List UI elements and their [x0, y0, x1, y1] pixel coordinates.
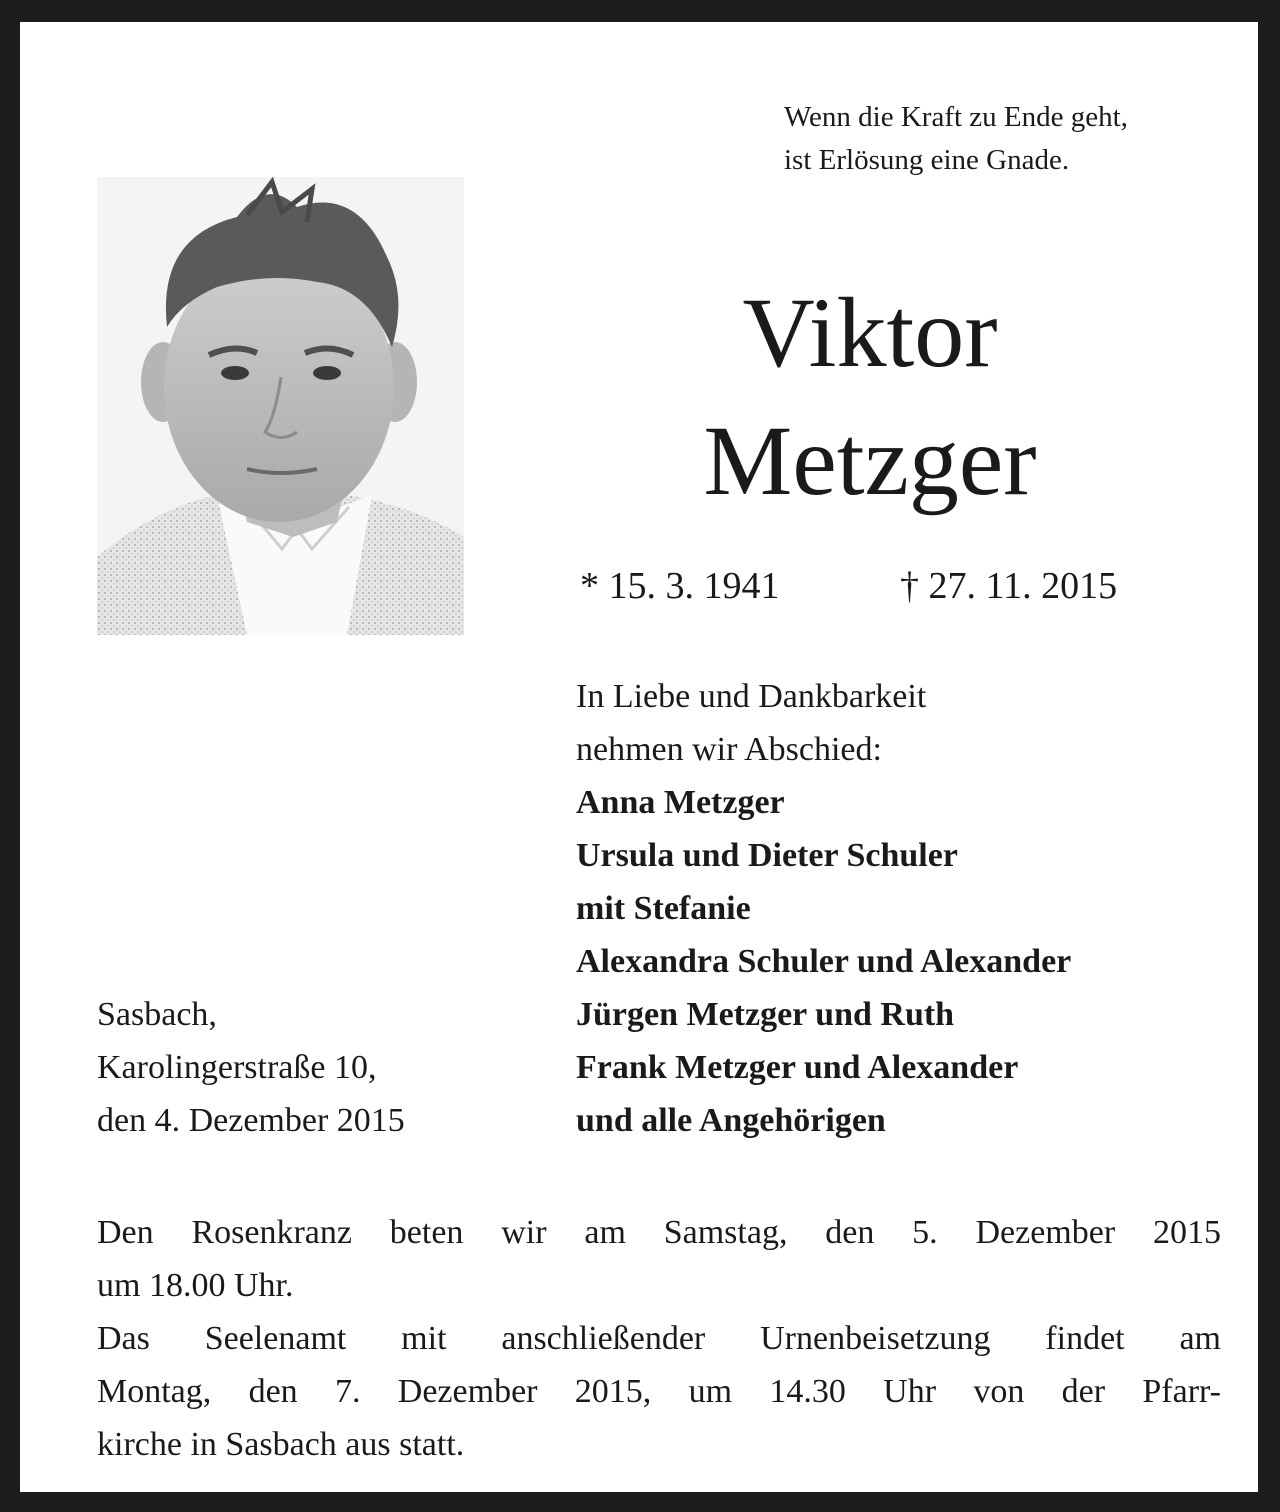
service-notice — [97, 1206, 1221, 1471]
deceased-last-name: Metzger — [703, 405, 1037, 516]
notice-line: Montag, den 7. Dezember 2015, um 14.30 Uhr von der Pfarr- — [97, 1373, 1221, 1410]
notice-line: kirche in Sasbach aus statt. — [97, 1426, 465, 1463]
mourner-name: Jürgen Metzger und Ruth — [576, 996, 955, 1033]
mourners-list — [576, 776, 1071, 1147]
farewell-text — [576, 670, 926, 776]
portrait-illustration — [97, 177, 464, 635]
farewell-line: nehmen wir Abschied: — [576, 731, 882, 768]
motto-line: Wenn die Kraft zu Ende geht, — [784, 101, 1128, 133]
notice-line: Den Rosenkranz beten wir am Samstag, den 5. Dezember 2015 — [97, 1214, 1221, 1251]
place-line: den 4. Dezember 2015 — [97, 1102, 405, 1139]
place-and-date — [97, 988, 405, 1147]
place-line: Sasbach, — [97, 996, 217, 1033]
mourner-name: mit Stefanie — [576, 890, 751, 927]
mourner-name: Ursula und Dieter Schuler — [576, 837, 958, 874]
motto-line: ist Erlösung eine Gnade. — [784, 144, 1070, 176]
notice-line: um 18.00 Uhr. — [97, 1267, 294, 1304]
deceased-first-name: Viktor — [742, 277, 998, 388]
farewell-line: In Liebe und Dankbarkeit — [576, 678, 927, 715]
place-line: Karolingerstraße 10, — [97, 1049, 377, 1086]
mourner-name: Alexandra Schuler und Alexander — [576, 943, 1072, 980]
notice-line: Das Seelenamt mit anschließender Urnenbeisetzung findet am — [97, 1320, 1221, 1357]
portrait-photo — [97, 177, 464, 635]
motto-quote — [784, 96, 1128, 182]
mourner-name: Anna Metzger — [576, 784, 785, 821]
mourner-name: und alle Angehörigen — [576, 1102, 886, 1139]
death-date: † 27. 11. 2015 — [900, 565, 1118, 607]
birth-date: * 15. 3. 1941 — [580, 565, 780, 607]
mourner-name: Frank Metzger und Alexander — [576, 1049, 1019, 1086]
